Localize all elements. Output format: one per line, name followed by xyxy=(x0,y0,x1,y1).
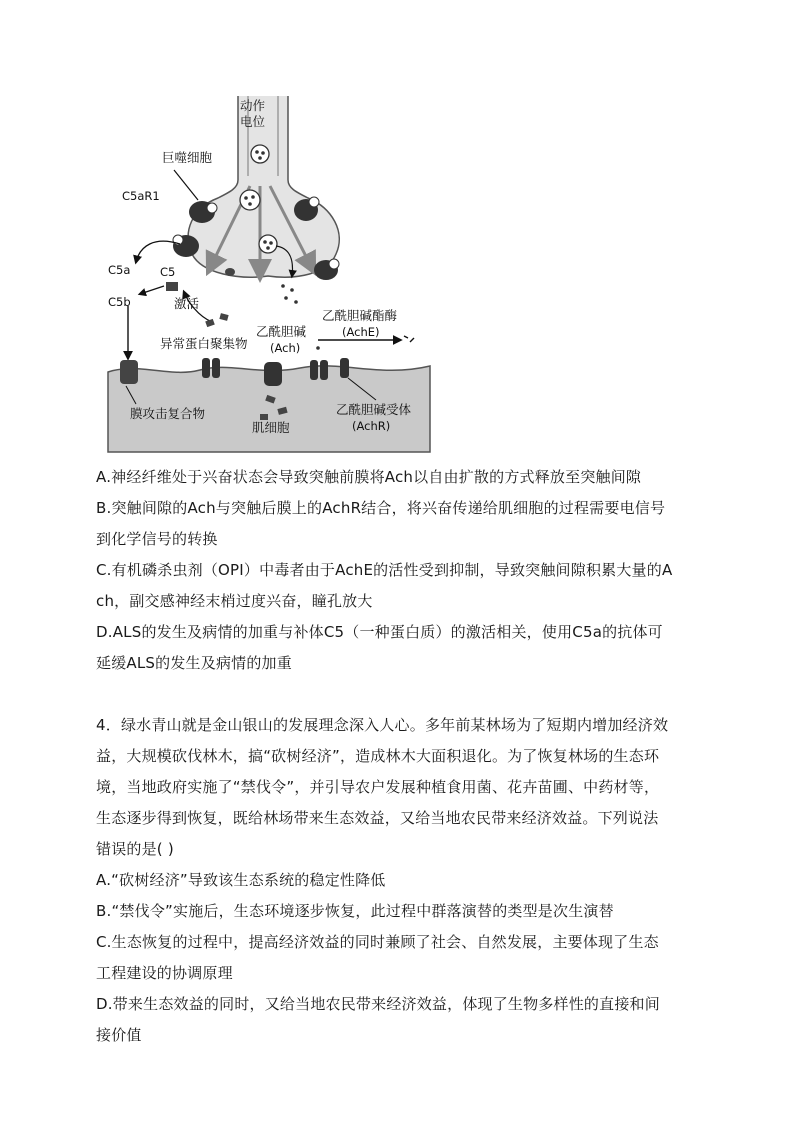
text-line: 接价值 xyxy=(96,1026,142,1044)
label-achr-2: (AchR) xyxy=(352,419,391,433)
text-line: C.有机磷杀虫剂（OPI）中毒者由于AchE的活性受到抑制，导致突触间隙积累大量的A xyxy=(96,561,673,579)
text-line: C.生态恢复的过程中，提高经济效益的同时兼顾了社会、自然发展，主要体现了生态 xyxy=(96,933,659,951)
synapse-diagram-svg xyxy=(100,96,436,456)
label-ach-1: 乙酰胆碱 xyxy=(256,324,307,339)
label-achr-1: 乙酰胆碱受体 xyxy=(336,402,412,417)
text-line: 境，当地政府实施了“禁伐令”，并引导农户发展种植食用菌、花卉苗圃、中药材等， xyxy=(96,778,660,796)
q4-option-b xyxy=(96,896,708,927)
label-c5b: C5b xyxy=(108,295,131,309)
text-line: B.突触间隙的Ach与突触后膜上的AchR结合，将兴奋传递给肌细胞的过程需要电信号 xyxy=(96,499,666,517)
text-line: B.“禁伐令”实施后，生态环境逐步恢复，此过程中群落演替的类型是次生演替 xyxy=(96,902,614,920)
q3-option-c xyxy=(96,555,708,617)
label-macrophage: 巨噬细胞 xyxy=(162,150,213,165)
label-action-potential-2: 电位 xyxy=(240,114,266,129)
question-4 xyxy=(96,710,708,1051)
text-line: 延缓ALS的发生及病情的加重 xyxy=(96,654,292,672)
q3-option-b xyxy=(96,493,708,555)
text-line: D.带来生态效益的同时，又给当地农民带来经济效益，体现了生物多样性的直接和间 xyxy=(96,995,660,1013)
text-line: A.神经纤维处于兴奋状态会导致突触前膜将Ach以自由扩散的方式释放至突触间隙 xyxy=(96,468,642,486)
q4-option-c xyxy=(96,927,708,989)
q3-options xyxy=(96,462,708,679)
q3-option-d xyxy=(96,617,708,679)
text-line: 4．绿水青山就是金山银山的发展理念深入人心。多年前某林场为了短期内增加经济效 xyxy=(96,716,669,734)
q4-stem xyxy=(96,710,708,865)
label-action-potential-1: 动作 xyxy=(240,98,266,113)
achr-receptor xyxy=(264,362,282,386)
synaptic-vesicle xyxy=(259,235,277,253)
text-line: 到化学信号的转换 xyxy=(96,530,218,548)
text-line: ch，副交感神经末梢过度兴奋，瞳孔放大 xyxy=(96,592,373,610)
synapse-diagram xyxy=(100,96,436,456)
synaptic-vesicle xyxy=(251,145,269,163)
q3-option-a xyxy=(96,462,708,493)
label-c5: C5 xyxy=(160,265,176,279)
label-activation: 激活 xyxy=(174,296,200,311)
text-line: D.ALS的发生及病情的加重与补体C5（一种蛋白质）的激活相关，使用C5a的抗体可 xyxy=(96,623,663,641)
synaptic-vesicle xyxy=(240,190,260,210)
text-line: 错误的是( ) xyxy=(96,840,174,858)
label-ache-1: 乙酰胆碱酯酶 xyxy=(322,308,398,323)
text-line: 生态逐步得到恢复，既给林场带来生态效益，又给当地农民带来经济效益。下列说法 xyxy=(96,809,659,827)
label-abnormal-protein: 异常蛋白聚集物 xyxy=(160,336,248,351)
q4-option-d xyxy=(96,989,708,1051)
q4-option-a xyxy=(96,865,708,896)
ach-molecules xyxy=(281,284,320,350)
macrophage xyxy=(225,268,235,276)
label-mac: 膜攻击复合物 xyxy=(130,406,206,421)
label-c5ar1: C5aR1 xyxy=(122,189,160,203)
c5-complement xyxy=(166,282,178,291)
macrophage xyxy=(173,235,199,257)
label-c5a: C5a xyxy=(108,263,131,277)
membrane-attack-complex xyxy=(120,360,138,384)
label-ache-2: (AchE) xyxy=(342,325,380,339)
label-ach-2: (Ach) xyxy=(270,341,301,355)
text-line: A.“砍树经济”导致该生态系统的稳定性降低 xyxy=(96,871,386,889)
text-line: 工程建设的协调原理 xyxy=(96,964,233,982)
text-line: 益，大规模砍伐林木，搞“砍树经济”，造成林木大面积退化。为了恢复林场的生态环 xyxy=(96,747,660,765)
label-muscle-cell: 肌细胞 xyxy=(252,420,290,435)
achr-receptor xyxy=(340,358,349,378)
